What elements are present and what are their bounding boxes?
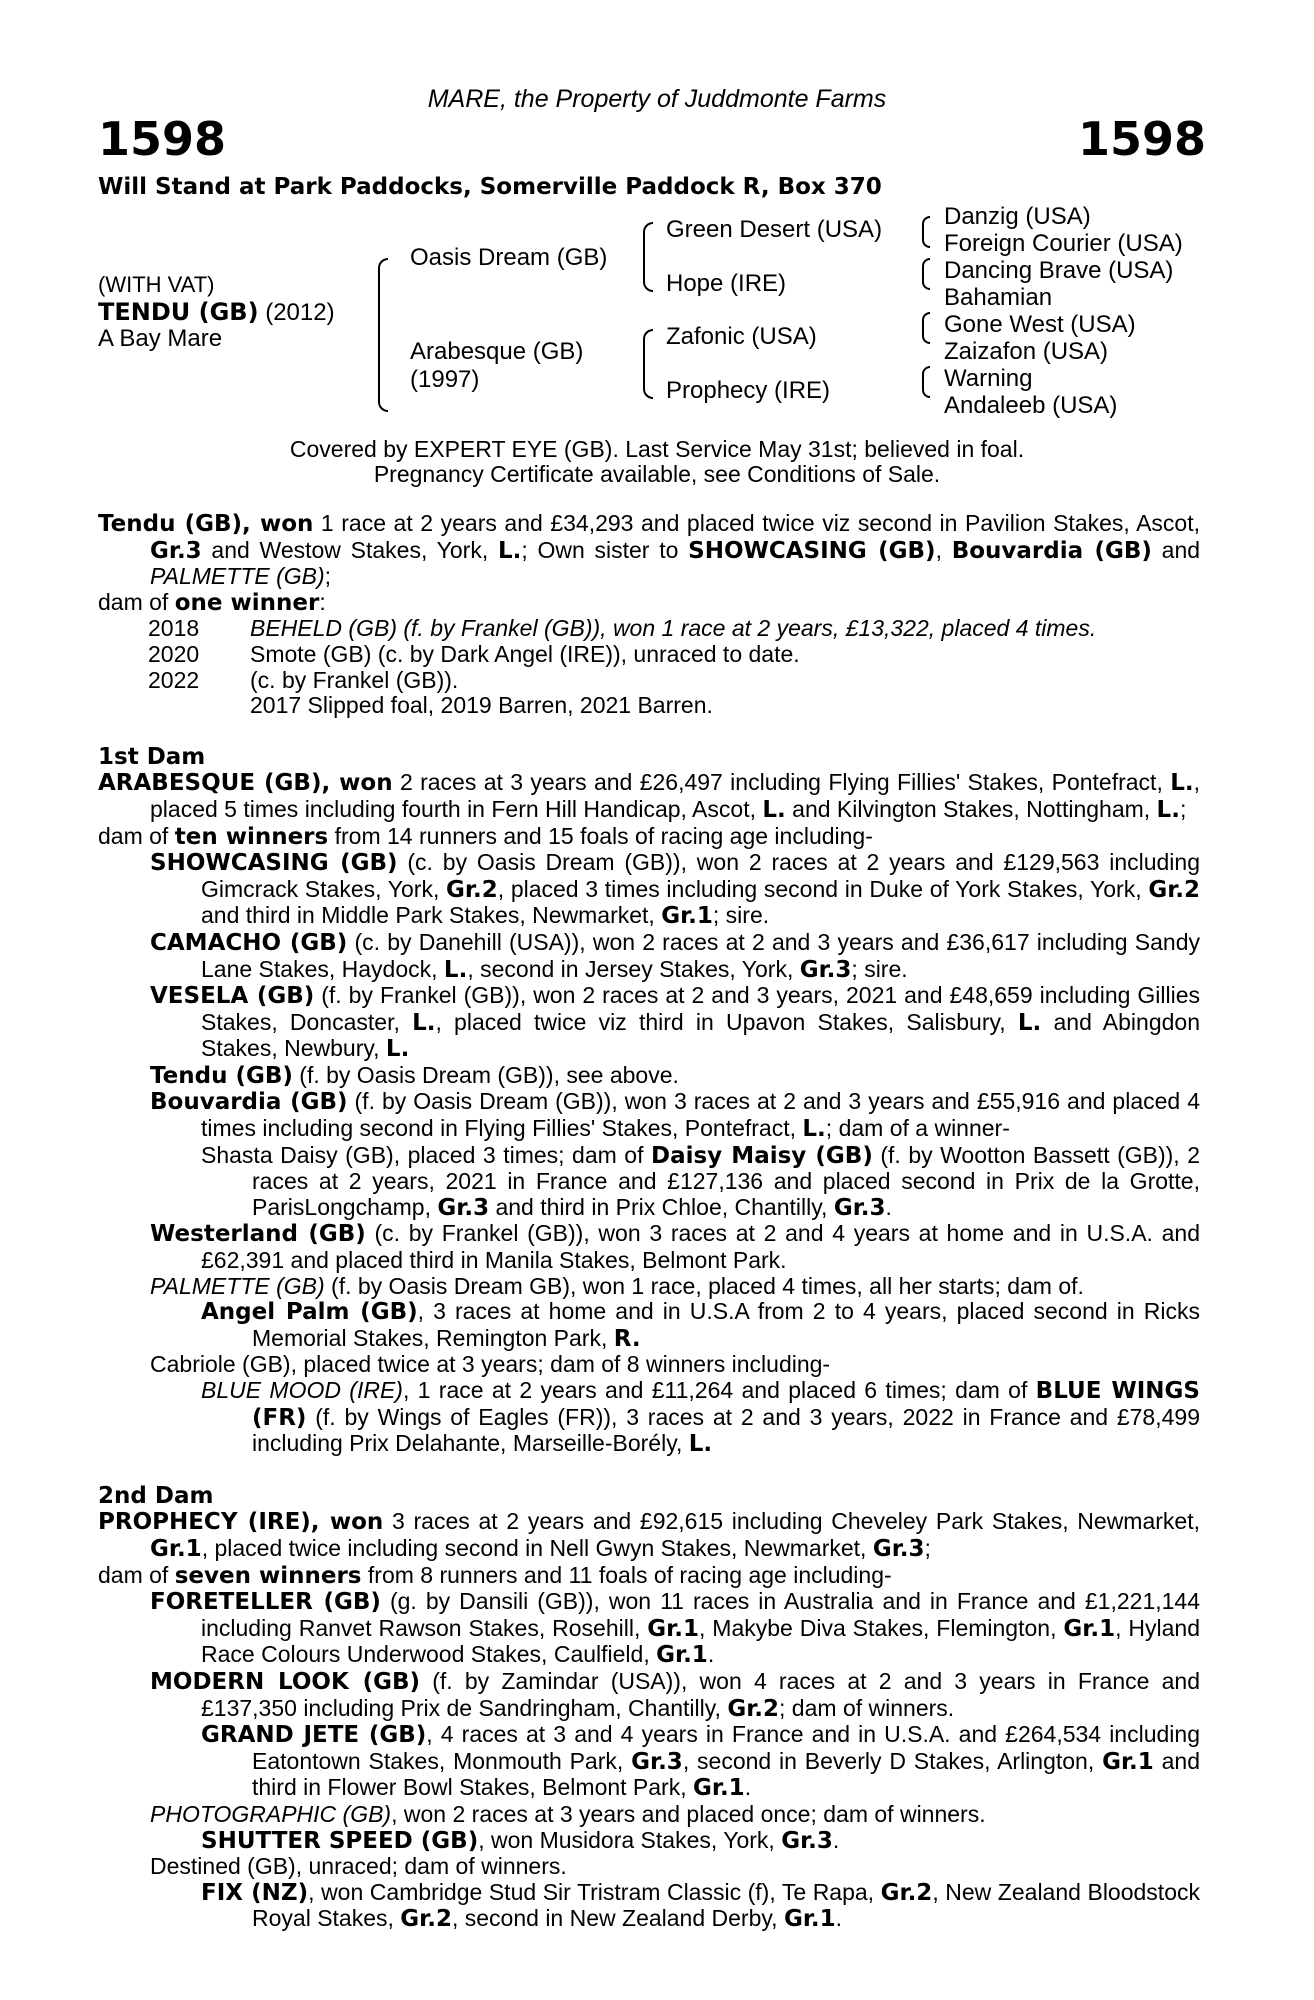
foal-year: 2022	[148, 666, 200, 693]
text: Shasta Daisy (GB), placed 3 times; dam of	[201, 1141, 651, 1168]
produce-entry	[98, 1143, 1200, 1222]
produce-name: VESELA (GB)	[150, 983, 315, 1010]
text: , 4 races at 3 and 4 years in France and in U.S.A. and £264,534 including Eatontown Stakes, Monmouth Park,	[252, 1721, 1200, 1774]
ds-sire: Gone West (USA)	[944, 311, 1136, 338]
produce-name: Angel Palm (GB)	[201, 1299, 418, 1326]
produce-entry	[98, 850, 1200, 930]
grade: Gr.1	[661, 903, 713, 930]
text: from 14 runners and 15 foals of racing age including-	[328, 822, 873, 849]
grade: L.	[762, 796, 786, 823]
produce-name: FORETELLER (GB)	[150, 1589, 381, 1616]
sire: Oasis Dream (GB)	[410, 244, 608, 271]
text: (c. by Danehill (USA)), won 2 races at 2 and 3 years and £36,617 including Sandy Lane Stakes, Haydock,	[201, 928, 1200, 982]
foal-text: 2017 Slipped foal, 2019 Barren, 2021 Barren.	[250, 692, 713, 719]
grade: L.	[443, 956, 468, 983]
text: , placed twice viz third in Upavon Stakes, Salisbury,	[435, 1008, 1018, 1035]
text: ; Own sister to	[521, 536, 689, 563]
grade: Gr.3	[872, 1535, 925, 1562]
text: ,	[935, 536, 942, 563]
horse-year: (2012)	[265, 299, 335, 326]
produce-name: Daisy Maisy (GB)	[651, 1142, 873, 1169]
text: , won 2 races at 3 years and placed once; dam of winners.	[391, 1800, 986, 1827]
text: ;	[324, 563, 332, 590]
foal-text: BEHELD (GB) (f. by Frankel (GB)), won 1 race at 2 years, £13,322, placed 4 times.	[250, 615, 1097, 642]
dam: Arabesque (GB)	[410, 338, 584, 365]
text: :	[319, 588, 326, 615]
vat-note: (WITH VAT)	[98, 272, 215, 297]
grade: Gr.1	[150, 1535, 202, 1562]
produce-entry	[98, 1589, 1200, 1669]
horse-name: TENDU (GB)	[98, 298, 259, 326]
text: and Abingdon Stakes, Newbury,	[201, 1008, 1200, 1062]
produce-name: PALMETTE (GB)	[150, 1272, 325, 1299]
foal-text: (c. by Frankel (GB)).	[250, 666, 459, 693]
produce-name: MODERN LOOK (GB)	[150, 1668, 421, 1695]
text: (g. by Dansili (GB)), won 11 races in Australia and in France and £1,221,144 including Ranvet Rawson Stakes, Rosehill,	[201, 1588, 1200, 1641]
lot-number-right: 1598	[1077, 112, 1206, 166]
produce-entry	[98, 1802, 1200, 1828]
text: , second in Beverly D Stakes, Arlington,	[682, 1747, 1103, 1774]
first-dam-summary	[98, 824, 1200, 851]
ss-dam: Foreign Courier (USA)	[944, 230, 1183, 257]
grade: L.	[1017, 1009, 1042, 1036]
covered-line-1: Covered by EXPERT EYE (GB). Last Service May 31st; believed in foal.	[289, 436, 1025, 462]
grade: Gr.3	[437, 1194, 490, 1221]
grade: L.	[497, 537, 522, 564]
produce-entry	[98, 1722, 1200, 1802]
catalogue-body	[98, 511, 1200, 1933]
text: from 8 runners and 11 foals of racing age including-	[361, 1561, 892, 1588]
text: (f. by Zamindar (USA)), won 4 races at 2 and 3 years in France and £137,350 including Prix de Sandringham, Chantilly,	[201, 1667, 1200, 1721]
text: ;	[1179, 795, 1187, 822]
winner-count: seven winners	[174, 1562, 362, 1589]
produce-name: BLUE WINGS (FR)	[252, 1378, 1200, 1431]
foal-row	[98, 668, 1200, 694]
dam-name: ARABESQUE (GB), won	[98, 770, 393, 797]
text: .	[835, 1905, 843, 1932]
text: 2 races at 3 years and £26,497 including Flying Fillies' Stakes, Pontefract,	[392, 769, 1171, 796]
sibling-name: PALMETTE (GB)	[150, 563, 325, 590]
foal-year: 2020	[148, 640, 200, 667]
text: 3 races at 2 years and £92,615 including Cheveley Park Stakes, Newmarket,	[383, 1508, 1200, 1535]
produce-name: GRAND JETE (GB)	[201, 1722, 427, 1749]
grade: Gr.3	[799, 956, 852, 983]
text: and third in Flower Bowl Stakes, Belmont Park,	[252, 1747, 1201, 1801]
grade: Gr.1	[656, 1642, 708, 1669]
sd-dam: Bahamian	[944, 284, 1053, 311]
text: , New Zealand Bloodstock Royal Stakes,	[252, 1878, 1200, 1932]
text: and third in Middle Park Stakes, Newmarket,	[201, 902, 662, 929]
brace-sire	[643, 222, 653, 292]
tendu-name: Tendu (GB)	[98, 511, 243, 537]
grade: Gr.3	[781, 1827, 833, 1854]
text: , placed 3 times including second in Duke of York Stakes, York,	[497, 875, 1149, 902]
produce-entry	[98, 1299, 1200, 1352]
text: ; sire.	[712, 902, 770, 929]
grade: L.	[688, 1431, 713, 1458]
foal-row	[98, 616, 1200, 642]
grade: L.	[412, 1009, 436, 1036]
produce-name: FIX (NZ)	[201, 1879, 309, 1906]
text: (f. by Oasis Dream GB), won 1 race, placed 4 times, all her starts; dam of.	[324, 1272, 1084, 1299]
foal-text: Smote (GB) (c. by Dark Angel (IRE)), unraced to date.	[250, 640, 800, 667]
text: , placed 5 times including fourth in Fern Hill Handicap, Ascot,	[150, 769, 1200, 822]
stand-location: Will Stand at Park Paddocks, Somerville Paddock R, Box 370	[98, 174, 882, 200]
sd-sire: Dancing Brave (USA)	[944, 257, 1174, 284]
produce-entry	[98, 930, 1200, 983]
text: ; dam of winners.	[779, 1694, 955, 1721]
text: ; dam of a winner-	[825, 1115, 1010, 1142]
text: dam of	[98, 1561, 175, 1588]
first-dam-record	[98, 770, 1200, 823]
dd-sire: Warning	[944, 365, 1033, 392]
won-label: , won	[242, 511, 314, 537]
grade: Gr.3	[150, 537, 202, 564]
text: .	[707, 1641, 715, 1668]
dam-name: PROPHECY (IRE), won	[98, 1509, 384, 1536]
second-dam-heading: 2nd Dam	[98, 1482, 214, 1509]
produce-entry	[98, 1378, 1200, 1458]
text: , won Musidora Stakes, York,	[478, 1826, 782, 1853]
produce-name: SHUTTER SPEED (GB)	[201, 1827, 479, 1854]
foal-row	[98, 693, 1200, 719]
text: Cabriole (GB), placed twice at 3 years; dam of 8 winners including-	[150, 1351, 831, 1378]
horse-description: A Bay Mare	[98, 325, 223, 352]
produce-entry	[98, 1828, 1200, 1855]
produce-name: SHOWCASING (GB)	[150, 850, 398, 877]
lot-number-left: 1598	[98, 112, 227, 166]
foal-year	[98, 693, 250, 719]
produce-name: Tendu (GB)	[150, 1062, 293, 1089]
produce-entry	[98, 1669, 1200, 1722]
text: , Makybe Diva Stakes, Flemington,	[698, 1614, 1064, 1641]
grade: L.	[1170, 770, 1194, 797]
brace-ds	[922, 312, 930, 344]
ss-sire: Danzig (USA)	[944, 203, 1091, 230]
sire-dam: Hope (IRE)	[666, 270, 787, 297]
text: .	[832, 1826, 840, 1853]
text: dam of	[98, 588, 175, 615]
text: , second in New Zealand Derby,	[451, 1905, 784, 1932]
text: and	[1151, 536, 1201, 563]
grade: Gr.2	[727, 1695, 780, 1722]
grade: Gr.1	[783, 1906, 836, 1933]
covered-line-2: Pregnancy Certificate available, see Conditions of Sale.	[373, 461, 941, 487]
dam-dam: Prophecy (IRE)	[666, 377, 831, 404]
text: , placed twice including second in Nell Gwyn Stakes, Newmarket,	[201, 1534, 873, 1561]
text: dam of	[98, 822, 175, 849]
text: ; sire.	[851, 955, 908, 982]
text: , won Cambridge Stud Sir Tristram Classic (f), Te Rapa,	[308, 1878, 881, 1905]
text: , second in Jersey Stakes, York,	[467, 955, 800, 982]
second-dam-record	[98, 1509, 1200, 1562]
grade: Gr.3	[833, 1194, 886, 1221]
brace-gen1	[378, 258, 388, 412]
text: and Kilvington Stakes, Nottingham,	[785, 795, 1157, 822]
brace-ss	[922, 216, 930, 248]
grade: Gr.2	[1148, 876, 1200, 903]
sibling-name: Bouvardia (GB)	[951, 537, 1152, 564]
text: , Hyland Race Colours Underwood Stakes, Caulfield,	[201, 1614, 1200, 1668]
second-dam-summary	[98, 1563, 1200, 1590]
grade: Gr.2	[880, 1879, 933, 1906]
grade: L.	[385, 1036, 410, 1063]
text: Destined (GB), unraced; dam of winners.	[150, 1853, 567, 1880]
grade: Gr.1	[1063, 1615, 1116, 1642]
produce-entry	[98, 1854, 1200, 1880]
produce-entry	[98, 1221, 1200, 1273]
text: (f. by Frankel (GB)), won 2 races at 2 and 3 years, 2021 and £48,659 including Gillies Stakes, Doncaster,	[201, 982, 1200, 1035]
text: and Westow Stakes, York,	[201, 536, 498, 563]
produce-entry	[98, 1880, 1200, 1933]
first-dam-heading: 1st Dam	[98, 743, 206, 770]
brace-sd	[922, 258, 930, 290]
grade: Gr.3	[631, 1748, 683, 1775]
text: .	[744, 1774, 752, 1801]
text: (f. by Wings of Eagles (FR)), 3 races at 2 and 3 years, 2022 in France and £78,499 including Prix Delahante, Marseille-Borély,	[252, 1403, 1200, 1457]
text: (f. by Oasis Dream (GB)), see above.	[292, 1061, 679, 1088]
winner-count: ten winners	[174, 823, 329, 850]
produce-entry	[98, 983, 1200, 1063]
brace-dam	[643, 329, 653, 399]
foal-year: 2018	[148, 615, 200, 642]
page-heading: MARE, the Property of Juddmonte Farms	[427, 85, 887, 113]
tendu-record	[98, 511, 1200, 590]
tendu-dam-of	[98, 590, 1200, 617]
dd-dam: Andaleeb (USA)	[944, 392, 1118, 419]
produce-name: Westerland (GB)	[150, 1221, 366, 1248]
text: 1 race at 2 years and £34,293 and placed twice viz second in Pavilion Stakes, Ascot,	[313, 510, 1200, 536]
horse-name-line	[98, 298, 335, 327]
grade: Gr.2	[446, 876, 498, 903]
text: , 3 races at home and in U.S.A from 2 to 4 years, placed second in Ricks Memorial Stakes, Remington Park,	[252, 1298, 1201, 1351]
text: (c. by Oasis Dream (GB)), won 2 races at 2 years and £129,563 including Gimcrack Stakes, York,	[201, 849, 1200, 902]
produce-name: Bouvardia (GB)	[150, 1089, 348, 1116]
ds-dam: Zaizafon (USA)	[944, 338, 1109, 365]
grade: Gr.1	[693, 1775, 745, 1802]
winner-count: one winner	[174, 589, 320, 616]
dam-sire: Zafonic (USA)	[666, 323, 817, 350]
sire-sire: Green Desert (USA)	[666, 216, 883, 243]
brace-dd	[922, 366, 930, 398]
grade: L.	[1156, 796, 1180, 823]
produce-entry	[98, 1352, 1200, 1378]
text: .	[885, 1193, 892, 1220]
grade: Gr.1	[647, 1615, 699, 1642]
produce-name: CAMACHO (GB)	[150, 929, 348, 956]
dam-year: (1997)	[410, 366, 480, 393]
grade: R.	[613, 1325, 641, 1352]
produce-name: BLUE MOOD (IRE)	[201, 1377, 403, 1403]
grade: Gr.2	[400, 1906, 452, 1933]
text: , 1 race at 2 years and £11,264 and placed 6 times; dam of	[402, 1377, 1036, 1403]
text: (c. by Frankel (GB)), won 3 races at 2 and 4 years at home and in U.S.A. and £62,391 and placed third in Manila Stakes, Belmont Park.	[201, 1220, 1200, 1274]
produce-entry	[98, 1274, 1200, 1300]
sibling-name: SHOWCASING (GB)	[688, 537, 936, 564]
produce-entry	[98, 1089, 1200, 1142]
text: (f. by Wootton Bassett (GB)), 2 races at 2 years, 2021 in France and £127,136 and placed second in Prix de la Grotte, ParisLongchamp,	[252, 1141, 1201, 1220]
produce-entry	[98, 1063, 1200, 1090]
text: (f. by Oasis Dream (GB)), won 3 races at 2 and 3 years and £55,916 and placed 4 times including second in Flying Fillies' Stakes, Pontefract,	[201, 1088, 1200, 1142]
text: and third in Prix Chloe, Chantilly,	[489, 1193, 834, 1220]
foal-row	[98, 642, 1200, 668]
text: ;	[924, 1534, 931, 1561]
grade: Gr.1	[1102, 1748, 1154, 1775]
grade: L.	[802, 1116, 826, 1143]
produce-name: PHOTOGRAPHIC (GB)	[150, 1800, 392, 1827]
